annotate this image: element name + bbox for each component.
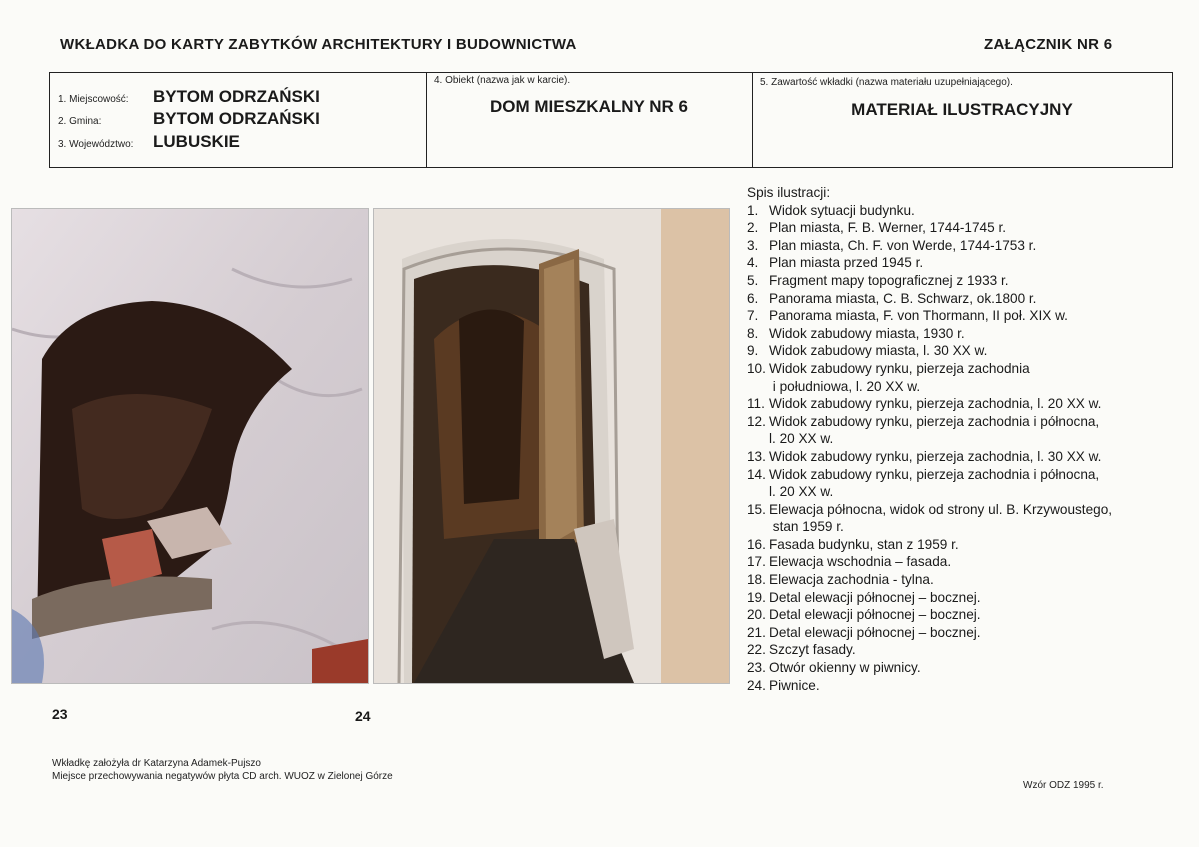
miejscowosc-value: BYTOM ODRZAŃSKI: [153, 87, 320, 106]
info-box: [49, 72, 1173, 168]
list-item-text: Detal elewacji północnej – bocznej.: [769, 624, 981, 640]
list-item-number: 5.: [747, 272, 759, 288]
annex-number: ZAŁĄCZNIK NR 6: [984, 36, 1113, 53]
list-item: [747, 553, 1112, 571]
list-item-number: 4.: [747, 255, 759, 271]
list-item-number: 7.: [747, 308, 759, 324]
list-item-text: Plan miasta, Ch. F. von Werde, 1744-1753 r.: [769, 237, 1037, 253]
list-item-number: 18.: [747, 572, 766, 588]
list-item: [747, 219, 1112, 237]
zawartosc-label: 5. Zawartość wkładki (nazwa materiału uzupełniającego).: [760, 77, 1013, 88]
list-item-text: Detal elewacji północnej – bocznej.: [769, 589, 981, 605]
gmina-value: BYTOM ODRZAŃSKI: [153, 109, 320, 128]
photo-cellar-corridor-image: [374, 209, 729, 683]
list-item-number: 11.: [747, 396, 765, 412]
list-item: [747, 641, 1112, 659]
list-item-number: 3.: [747, 237, 759, 253]
photo-window-opening-image: [12, 209, 368, 683]
photo-cellar-corridor: [373, 208, 730, 684]
obiekt-value: DOM MIESZKALNY NR 6: [489, 97, 689, 116]
list-item: [747, 395, 1112, 413]
list-item: [747, 307, 1112, 325]
list-item-number: 13.: [747, 448, 766, 464]
list-items: [747, 202, 1112, 695]
list-item-text: Widok zabudowy rynku, pierzeja zachodnia, l. 30 XX w.: [769, 448, 1102, 464]
list-item-number: 21.: [747, 624, 766, 640]
info-divider: [752, 73, 753, 167]
obiekt-label: 4. Obiekt (nazwa jak w karcie).: [434, 75, 571, 86]
gmina-label: 2. Gmina:: [58, 116, 102, 127]
list-item-text: Widok sytuacji budynku.: [769, 202, 915, 218]
list-item-text: Otwór okienny w piwnicy.: [769, 660, 921, 676]
list-item-number: 22.: [747, 642, 766, 658]
list-item-text: Panorama miasta, F. von Thormann, II poł. XIX w.: [769, 308, 1068, 324]
list-item-number: 10.: [747, 360, 766, 376]
list-item-text: Szczyt fasady.: [769, 642, 856, 658]
list-item: [747, 254, 1112, 272]
list-item-text: Widok zabudowy rynku, pierzeja zachodnia i północna, l. 20 XX w.: [769, 413, 1100, 447]
list-item-number: 23.: [747, 660, 766, 676]
photo-window-opening: [11, 208, 369, 684]
list-item: [747, 325, 1112, 343]
wojewodztwo-value: LUBUSKIE: [153, 132, 240, 151]
wojewodztwo-label: 3. Województwo:: [58, 139, 134, 150]
list-item-number: 20.: [747, 607, 766, 623]
list-item: [747, 413, 1112, 448]
list-item-text: Detal elewacji północnej – bocznej.: [769, 607, 981, 623]
list-item: [747, 536, 1112, 554]
list-item-number: 12.: [747, 413, 766, 429]
list-item-text: Elewacja północna, widok od strony ul. B. Krzywoustego, stan 1959 r.: [769, 501, 1113, 535]
list-item-text: Plan miasta, F. B. Werner, 1744-1745 r.: [769, 220, 1007, 236]
list-item-text: Panorama miasta, C. B. Schwarz, ok.1800 r.: [769, 290, 1037, 306]
list-item-number: 24.: [747, 677, 766, 693]
list-item: [747, 202, 1112, 220]
list-item-text: Fragment mapy topograficznej z 1933 r.: [769, 272, 1009, 288]
list-item-text: Widok zabudowy miasta, 1930 r.: [769, 325, 965, 341]
template-note: Wzór ODZ 1995 r.: [1023, 780, 1104, 791]
list-item: [747, 290, 1112, 308]
list-item-text: Elewacja wschodnia – fasada.: [769, 554, 952, 570]
list-item-text: Widok zabudowy rynku, pierzeja zachodnia i północna, l. 20 XX w.: [769, 466, 1100, 500]
list-item-text: Widok zabudowy rynku, pierzeja zachodnia i południowa, l. 20 XX w.: [769, 360, 1030, 394]
storage-note: Miejsce przechowywania negatywów płyta CD arch. WUOZ w Zielonej Górze: [52, 771, 393, 782]
list-item: [747, 501, 1112, 536]
list-item: [747, 624, 1112, 642]
list-item-number: 8.: [747, 325, 759, 341]
list-item: [747, 272, 1112, 290]
list-item: [747, 677, 1112, 695]
miejscowosc-label: 1. Miejscowość:: [58, 94, 129, 105]
list-item-text: Piwnice.: [769, 677, 820, 693]
list-item: [747, 571, 1112, 589]
photo-number: 24: [355, 708, 371, 724]
list-item: [747, 448, 1112, 466]
list-item-number: 1.: [747, 202, 759, 218]
list-item-text: Widok zabudowy miasta, l. 30 XX w.: [769, 343, 988, 359]
photo-number: 23: [52, 706, 68, 722]
document-title: WKŁADKA DO KARTY ZABYTKÓW ARCHITEKTURY I BUDOWNICTWA: [60, 36, 577, 53]
list-item: [747, 466, 1112, 501]
list-item-number: 14.: [747, 466, 766, 482]
info-divider: [426, 73, 427, 167]
list-item: [747, 606, 1112, 624]
list-item: [747, 237, 1112, 255]
list-title: Spis ilustracji:: [747, 185, 831, 200]
list-item: [747, 659, 1112, 677]
list-item: [747, 360, 1112, 395]
illustration-list: [747, 184, 1112, 694]
list-item-text: Plan miasta przed 1945 r.: [769, 255, 924, 271]
list-item-number: 2.: [747, 220, 759, 236]
zawartosc-value: MATERIAŁ ILUSTRACYJNY: [851, 100, 1073, 119]
list-item-number: 19.: [747, 589, 766, 605]
list-item-text: Widok zabudowy rynku, pierzeja zachodnia, l. 20 XX w.: [769, 396, 1102, 412]
list-item-number: 6.: [747, 290, 759, 306]
list-item-number: 17.: [747, 554, 766, 570]
list-item-text: Fasada budynku, stan z 1959 r.: [769, 536, 959, 552]
list-item-number: 15.: [747, 501, 766, 517]
list-item: [747, 589, 1112, 607]
list-item: [747, 342, 1112, 360]
list-item-number: 9.: [747, 343, 759, 359]
author-note: Wkładkę założyła dr Katarzyna Adamek-Pujszo: [52, 758, 261, 769]
list-item-number: 16.: [747, 536, 766, 552]
list-item-text: Elewacja zachodnia - tylna.: [769, 572, 934, 588]
